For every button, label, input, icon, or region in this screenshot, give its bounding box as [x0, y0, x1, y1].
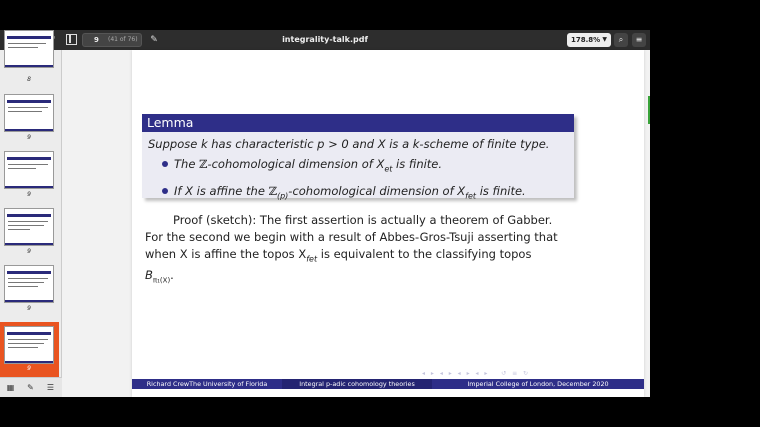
search-icon[interactable]: ⌕: [614, 33, 628, 47]
lemma-title: Lemma: [142, 114, 574, 132]
proof-line: Proof (sketch): The first assertion is actually a theorem of Gabber.: [173, 213, 553, 227]
page-number-field[interactable]: [82, 33, 142, 47]
lemma-bullet: If X is affine the ℤ$_{(p)}$-cohomological dimension of $X_{fet}$ is finite.: [148, 181, 568, 206]
thumbnail-label: 9: [27, 248, 31, 255]
lemma-statement: Suppose k has characteristic p > 0 and X is a k-scheme of finite type.: [148, 137, 550, 151]
slide-footer: [132, 379, 644, 389]
thumbnail-label: 9: [27, 191, 31, 198]
sidebar-mode-bar: [0, 377, 62, 397]
proof-text: [145, 212, 575, 290]
annotations-icon[interactable]: ✎: [27, 383, 34, 392]
lemma-bullet: The ℤ-cohomological dimension of $X_{et}$ is finite.: [148, 154, 568, 179]
pdf-page: [132, 50, 644, 397]
hamburger-menu-icon[interactable]: ≡: [632, 33, 646, 47]
lemma-body: [148, 136, 568, 207]
beamer-navigation-icons[interactable]: ◂ ▸ ◂ ▸ ◂ ▸ ◂ ▸ ↺ ≡ ↻: [422, 370, 531, 377]
page-thumbnail-selected[interactable]: [4, 326, 54, 364]
thumbnail-label: 8: [27, 76, 31, 83]
header-bar: [0, 30, 650, 50]
pencil-icon[interactable]: ✎: [150, 35, 158, 45]
proof-line: $B_{\pi_1(X)}$.: [145, 268, 174, 285]
background-window-edge: [648, 96, 650, 124]
thumbnail-label: 9: [27, 134, 31, 141]
proof-line: when X is affine the topos $X_{fet}$ is equivalent to the classifying topos: [145, 247, 532, 264]
current-page-number: 9: [94, 36, 99, 44]
zoom-level: 178.8%: [571, 36, 601, 44]
page-thumbnail[interactable]: [4, 30, 54, 68]
proof-line: For the second we begin with a result of Abbes-Gros-Tsuji asserting that: [145, 230, 558, 244]
lemma-block: [142, 114, 574, 201]
page-count: (41 of 76): [108, 36, 138, 43]
bookmarks-icon[interactable]: ☰: [46, 383, 55, 392]
document-viewer-window: [0, 30, 650, 397]
thumbnail-label: 9: [27, 365, 31, 372]
footer-author: Richard CrewThe University of Florida: [146, 380, 268, 388]
sidebar-toggle-icon[interactable]: [66, 34, 77, 45]
page-thumbnail[interactable]: [4, 94, 54, 132]
chevron-down-icon: ▼: [602, 36, 607, 43]
document-view[interactable]: [62, 50, 650, 397]
thumbnail-sidebar: [0, 50, 62, 397]
page-thumbnail[interactable]: [4, 151, 54, 189]
footer-title: Integral p-adic cohomology theories: [282, 379, 432, 389]
zoom-dropdown[interactable]: [567, 33, 611, 47]
bullet-icon: [162, 161, 168, 167]
page-thumbnail[interactable]: [4, 208, 54, 246]
thumbnail-label: 9: [27, 305, 31, 312]
page-thumbnail[interactable]: [4, 265, 54, 303]
bullet-icon: [162, 188, 168, 194]
grid-icon[interactable]: ▦: [6, 383, 15, 392]
document-title: integrality-talk.pdf: [282, 35, 368, 44]
footer-venue: Imperial College of London, December 2020: [467, 380, 609, 388]
